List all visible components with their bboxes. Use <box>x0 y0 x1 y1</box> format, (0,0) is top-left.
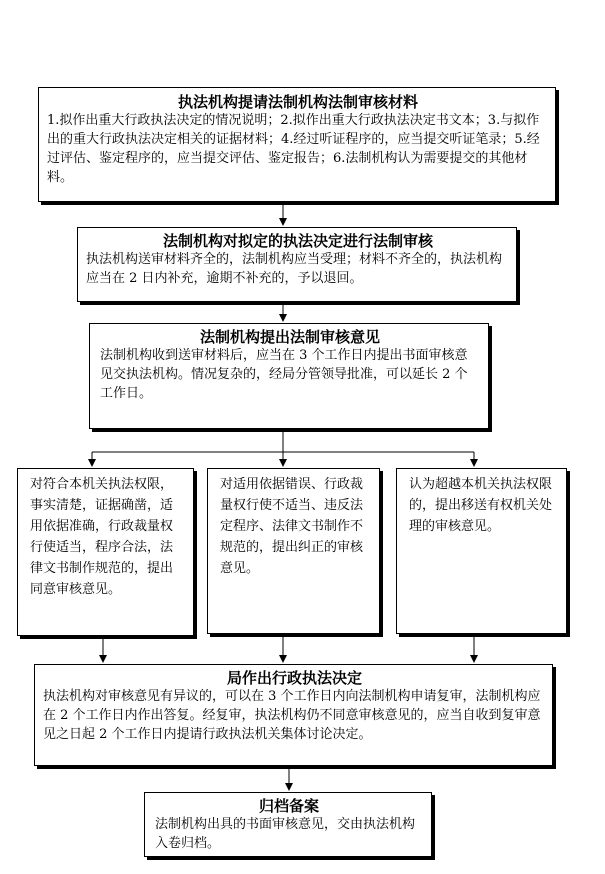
branch-correct-text: 对适用依据错误、行政裁量权行使不适当、违反法定程序、法律文书制作不规范的，提出纠正的审核意见。 <box>220 477 364 576</box>
archive-box <box>144 792 432 857</box>
branch-correct-box <box>207 468 380 634</box>
submit-materials-box <box>38 87 556 202</box>
review-opinion-text: 法制机构收到送审材料后，应当在 3 个工作日内提出书面审核意见交执法机构。情况复杂的，经局分管领导批准，可以延长 2 个工作日。 <box>100 348 468 401</box>
branch-approve-text: 对符合本机关执法权限，事实清楚，证据确凿，适用依据准确，行政裁量权行使适当，程序合法，法律文书制作规范的，提出同意审核意见。 <box>30 477 174 597</box>
review-opinion-box <box>89 323 489 429</box>
enforcement-decision-box <box>34 664 553 766</box>
branch-approve-box <box>17 468 194 636</box>
legal-review-title: 法制机构对拟定的执法决定进行法制审核 <box>162 232 433 250</box>
branch-transfer-text: 认为超越本机关执法权限的，提出移送有权机关处理的审核意见。 <box>409 477 553 534</box>
review-opinion-title: 法制机构提出法制审核意见 <box>199 328 380 346</box>
archive-text: 法制机构出具的书面审核意见，交由执法机构入卷归档。 <box>155 817 416 851</box>
legal-review-box <box>77 227 517 302</box>
enforcement-decision-text: 执法机构对审核意见有异议的，可以在 3 个工作日内向法制机构申请复审，法制机构应在 2 个工作日内作出答复。经复审，执法机构仍不同意审核意见的，应当自收到复审意见之日起 2 个工作日内提请行政执法机关集体讨论决定。 <box>43 689 541 742</box>
enforcement-decision-title: 局作出行政执法决定 <box>226 669 362 687</box>
legal-review-text: 执法机构送审材料齐全的，法制机构应当受理；材料不齐全的，执法机构应当在 2 日内补充，逾期不补充的，予以退回。 <box>86 252 503 286</box>
submit-materials-text: 1.拟作出重大行政执法决定的情况说明；2.拟作出重大行政执法决定书文本；3.与拟作出的重大行政执法决定相关的证据材料；4.经过听证程序的，应当提交听证笔录；5.经过评估、鉴定程序的，应当提交评估、鉴定报告；6.法制机构认为需要提交的其他材料。 <box>47 113 540 185</box>
archive-title: 归档备案 <box>258 797 319 815</box>
submit-materials-title: 执法机构提请法制机构法制审核材料 <box>177 93 418 111</box>
branch-transfer-box <box>396 468 567 634</box>
